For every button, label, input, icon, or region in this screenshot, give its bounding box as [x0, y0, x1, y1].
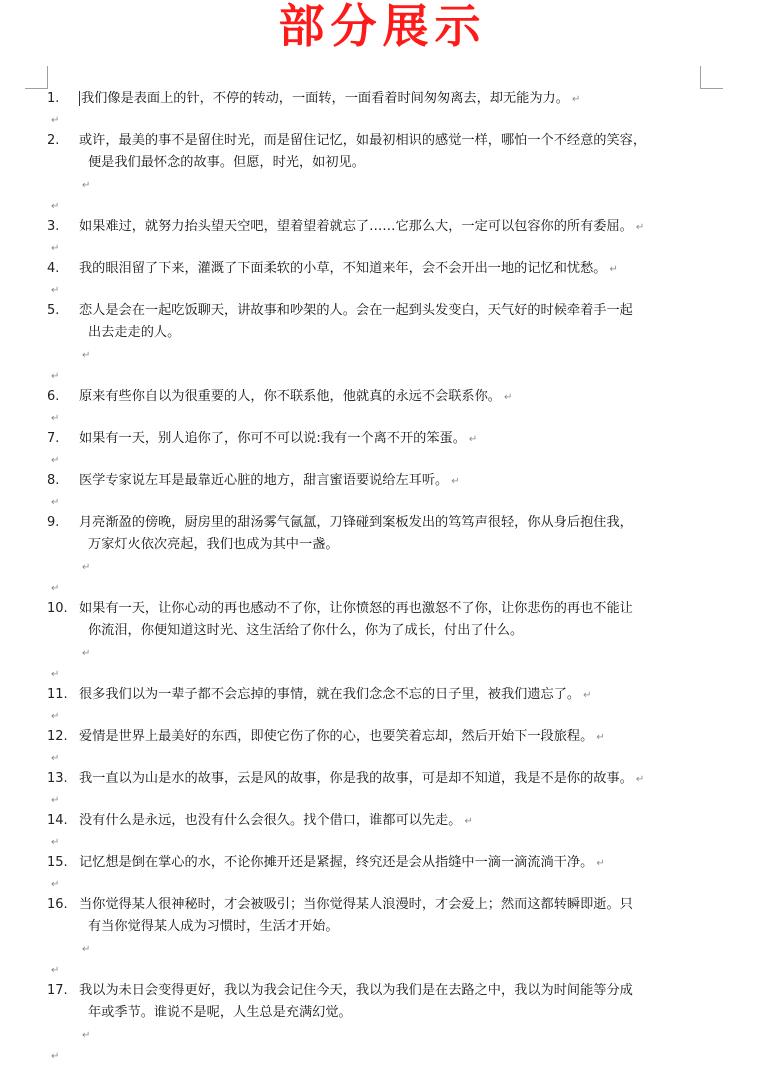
list-item[interactable] — [0, 88, 765, 111]
empty-paragraph — [51, 1047, 765, 1066]
empty-paragraph — [51, 665, 765, 684]
list-number: 6. — [47, 389, 60, 404]
list-number: 12. — [47, 729, 68, 744]
paragraph-mark-icon: ↵ — [82, 350, 91, 361]
list-item-text — [79, 216, 705, 239]
list-item-text — [79, 894, 705, 961]
list-item-text — [79, 598, 705, 665]
list-item[interactable] — [0, 428, 765, 451]
list-item[interactable] — [0, 300, 765, 367]
text-line: 如果有一天，别人追你了，你可不可以说:我有一个离不开的笨蛋。 — [79, 431, 466, 446]
list-number: 7. — [47, 431, 60, 446]
list-item[interactable] — [0, 980, 765, 1047]
text-line: 我们像是表面上的针，不停的转动，一面转，一面看着时间匆匆离去，却无能为力。 — [81, 91, 569, 106]
margin-corner-top-left — [25, 66, 48, 89]
paragraph-mark-icon: ↵ — [609, 264, 618, 275]
text-line: 我以为未日会变得更好，我以为我会记住今天，我以为我们是在去路之中，我以为时间能等分成 — [79, 983, 633, 998]
list-item[interactable] — [0, 512, 765, 579]
text-cursor — [79, 91, 80, 106]
text-line: 很多我们以为一辈子都不会忘掉的事情，就在我们念念不忘的日子里，被我们遗忘了。 — [79, 687, 581, 702]
list-item[interactable] — [0, 258, 765, 281]
list-item[interactable] — [0, 216, 765, 239]
list-number: 5. — [47, 303, 60, 318]
paragraph-mark-icon: ↵ — [51, 243, 60, 254]
text-line: 如果有一天，让你心动的再也感动不了你，让你愤怒的再也激怒不了你，让你悲伤的再也不能让 — [79, 601, 633, 616]
list-number: 10. — [47, 601, 68, 616]
list-number: 9. — [47, 515, 60, 530]
paragraph-mark-icon: ↵ — [51, 583, 60, 594]
paragraph-mark-icon: ↵ — [82, 1030, 91, 1041]
empty-paragraph — [51, 367, 765, 386]
paragraph-mark-icon: ↵ — [51, 455, 60, 466]
list-item-text — [79, 980, 705, 1047]
paragraph-mark-icon: ↵ — [51, 795, 60, 806]
empty-paragraph — [51, 875, 765, 894]
list-item[interactable] — [0, 726, 765, 749]
list-item[interactable] — [0, 386, 765, 409]
empty-paragraph — [51, 493, 765, 512]
list-number: 16. — [47, 897, 68, 912]
text-line: 出去走走的人。 — [88, 325, 181, 340]
paragraph-mark-icon: ↵ — [635, 222, 645, 233]
list-number: 8. — [47, 473, 60, 488]
paragraph-mark-icon: ↵ — [504, 392, 513, 403]
list-number: 17. — [47, 983, 68, 998]
text-line: 爱情是世界上最美好的东西，即使它伤了你的心，也要笑着忘却，然后开始下一段旅程。 — [79, 729, 594, 744]
list-item[interactable] — [0, 470, 765, 493]
paragraph-mark-icon: ↵ — [51, 115, 60, 126]
list-item[interactable] — [0, 598, 765, 665]
list-number: 3. — [47, 219, 60, 234]
paragraph-mark-icon: ↵ — [464, 816, 473, 827]
empty-paragraph — [51, 707, 765, 726]
list-number: 1. — [47, 91, 60, 106]
paragraph-mark-icon: ↵ — [51, 285, 60, 296]
text-line: 便是我们最怀念的故事。但愿，时光，如初见。 — [88, 155, 365, 170]
paragraph-mark-icon: ↵ — [51, 371, 60, 382]
empty-paragraph — [51, 833, 765, 852]
paragraph-mark-icon: ↵ — [82, 180, 91, 191]
paragraph-mark-icon: ↵ — [51, 1051, 60, 1062]
text-line: 我的眼泪留了下来，灌溉了下面柔软的小草，不知道来年，会不会开出一地的记忆和忧愁。 — [79, 261, 607, 276]
paragraph-mark-icon: ↵ — [51, 711, 60, 722]
paragraph-mark-icon: ↵ — [468, 434, 478, 445]
list-item[interactable] — [0, 894, 765, 961]
empty-paragraph — [51, 961, 765, 980]
list-number: 14. — [47, 813, 68, 828]
list-item[interactable] — [0, 768, 765, 791]
paragraph-mark-icon: ↵ — [51, 201, 60, 212]
empty-paragraph — [51, 111, 765, 130]
text-line: 你流泪，你便知道这时光、这生活给了你什么，你为了成长，付出了什么。 — [88, 623, 524, 638]
text-line: 万家灯火依次亮起，我们也成为其中一盏。 — [88, 537, 339, 552]
empty-paragraph — [51, 281, 765, 300]
paragraph-mark-icon: ↵ — [51, 669, 60, 680]
list-number: 4. — [47, 261, 60, 276]
list-item-text — [79, 428, 705, 451]
list-item[interactable] — [0, 852, 765, 875]
text-line: 医学专家说左耳是最靠近心脏的地方，甜言蜜语要说给左耳听。 — [79, 473, 449, 488]
text-line: 恋人是会在一起吃饭聊天，讲故事和吵架的人。会在一起到头发变白，天气好的时候牵着手一起 — [79, 303, 633, 318]
empty-paragraph — [51, 451, 765, 470]
paragraph-mark-icon: ↵ — [635, 774, 645, 785]
paragraph-mark-icon: ↵ — [51, 837, 60, 848]
paragraph-mark-icon: ↵ — [583, 690, 592, 701]
paragraph-mark-icon: ↵ — [571, 94, 581, 105]
list-item-text — [79, 852, 705, 875]
text-line: 没有什么是永远，也没有什么会很久。找个借口，谁都可以先走。 — [79, 813, 462, 828]
list-number: 2. — [47, 133, 60, 148]
paragraph-mark-icon: ↵ — [596, 732, 605, 743]
list-number: 13. — [47, 771, 68, 786]
list-item-text — [79, 88, 705, 111]
paragraph-mark-icon: ↵ — [51, 965, 60, 976]
document-body[interactable] — [0, 88, 765, 1066]
list-item-text — [79, 768, 705, 791]
text-line: 原来有些你自以为很重要的人，你不联系他，他就真的永远不会联系你。 — [79, 389, 501, 404]
paragraph-mark-icon: ↵ — [51, 413, 60, 424]
list-item-text — [79, 130, 705, 197]
empty-paragraph — [51, 579, 765, 598]
paragraph-mark-icon: ↵ — [82, 944, 91, 955]
paragraph-mark-icon: ↵ — [596, 858, 605, 869]
text-line: 有当你觉得某人成为习惯时，生活才开始。 — [88, 919, 339, 934]
list-item-text — [79, 300, 705, 367]
text-line: 如果难过，就努力抬头望天空吧，望着望着就忘了……它那么大，一定可以包容你的所有委屈。 — [79, 219, 633, 234]
empty-paragraph — [51, 197, 765, 216]
paragraph-mark-icon: ↵ — [51, 753, 60, 764]
paragraph-mark-icon: ↵ — [451, 476, 460, 487]
text-line: 当你觉得某人很神秘时，才会被吸引；当你觉得某人浪漫时，才会爱上；然而这都转瞬即逝。只 — [79, 897, 633, 912]
text-line: 或许，最美的事不是留住时光，而是留住记忆，如最初相识的感觉一样，哪怕一个不经意的笑容， — [79, 133, 647, 148]
paragraph-mark-icon: ↵ — [51, 497, 60, 508]
list-item[interactable] — [0, 810, 765, 833]
empty-paragraph — [51, 239, 765, 258]
banner-title: 部分展示 — [278, 0, 487, 53]
list-item-text — [79, 726, 705, 749]
empty-paragraph — [51, 749, 765, 768]
list-item-text — [79, 684, 705, 707]
paragraph-mark-icon: ↵ — [82, 562, 91, 573]
list-item-text — [79, 258, 705, 281]
paragraph-mark-icon: ↵ — [51, 879, 60, 890]
banner — [0, 0, 765, 60]
text-line: 月亮渐盈的傍晚，厨房里的甜汤雾气氤氲，刀锋碰到案板发出的笃笃声很轻，你从身后抱住我， — [79, 515, 633, 530]
empty-paragraph — [51, 791, 765, 810]
text-line: 记忆想是倒在掌心的水，不论你摊开还是紧握，终究还是会从指缝中一滴一滴流淌干净。 — [79, 855, 594, 870]
list-item-text — [79, 470, 705, 493]
text-line: 我一直以为山是水的故事，云是风的故事，你是我的故事，可是却不知道，我是不是你的故事。 — [79, 771, 633, 786]
list-item-text — [79, 386, 705, 409]
paragraph-mark-icon: ↵ — [82, 648, 91, 659]
list-item[interactable] — [0, 130, 765, 197]
margin-corner-top-right — [700, 66, 723, 89]
list-number: 11. — [47, 687, 68, 702]
empty-paragraph — [51, 409, 765, 428]
text-line: 年或季节。谁说不是呢，人生总是充满幻觉。 — [88, 1005, 352, 1020]
list-item[interactable] — [0, 684, 765, 707]
list-item-text — [79, 512, 705, 579]
list-number: 15. — [47, 855, 68, 870]
list-item-text — [79, 810, 705, 833]
